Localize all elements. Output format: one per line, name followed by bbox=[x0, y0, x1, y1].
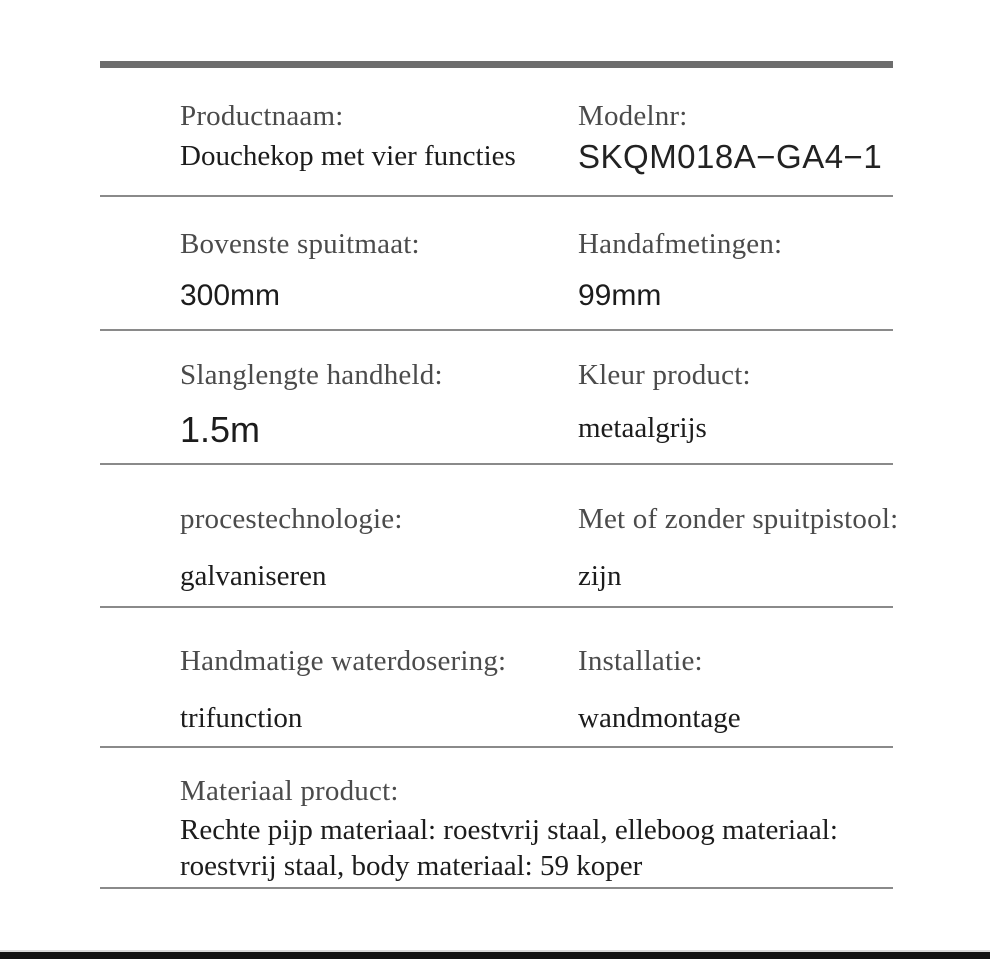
spec-value-waterdosering: trifunction bbox=[180, 702, 303, 734]
spec-value-handafmetingen: 99mm bbox=[578, 279, 662, 312]
spec-cell-bovenste-spuitmaat bbox=[100, 226, 578, 329]
spec-label-kleur-product: Kleur product: bbox=[578, 359, 751, 391]
spec-cell-materiaal bbox=[100, 773, 893, 884]
spec-value-kleur-product: metaalgrijs bbox=[578, 412, 707, 444]
spec-label-spuitpistool: Met of zonder spuitpistool: bbox=[578, 503, 899, 535]
spec-cell-modelnr bbox=[578, 98, 893, 195]
spec-sheet bbox=[100, 61, 899, 889]
spec-value-bovenste-spuitmaat: 300mm bbox=[180, 279, 281, 312]
spec-value-slanglengte: 1.5m bbox=[180, 409, 261, 450]
spec-row-productnaam-modelnr bbox=[100, 68, 893, 197]
spec-cell-waterdosering bbox=[100, 643, 578, 746]
footer-bottom-bar bbox=[0, 952, 990, 959]
spec-label-procestechnologie: procestechnologie: bbox=[180, 503, 403, 535]
spec-label-slanglengte: Slanglengte handheld: bbox=[180, 359, 443, 391]
spec-value-modelnr: SKQM018A−GA4−1 bbox=[578, 138, 883, 175]
spec-row-procestechnologie-spuitpistool bbox=[100, 465, 899, 608]
spec-cell-kleur-product bbox=[578, 357, 893, 463]
spec-cell-installatie bbox=[578, 643, 893, 746]
spec-cell-spuitpistool bbox=[578, 501, 898, 606]
spec-row-spuitmaat-handafmetingen bbox=[100, 197, 893, 331]
spec-label-bovenste-spuitmaat: Bovenste spuitmaat: bbox=[180, 228, 420, 260]
spec-label-modelnr: Modelnr: bbox=[578, 100, 688, 132]
spec-value-procestechnologie: galvaniseren bbox=[180, 560, 327, 592]
spec-label-installatie: Installatie: bbox=[578, 645, 703, 677]
spec-cell-slanglengte bbox=[100, 357, 578, 463]
spec-label-materiaal: Materiaal product: bbox=[180, 775, 399, 807]
spec-row-slanglengte-kleur bbox=[100, 331, 893, 465]
spec-cell-procestechnologie bbox=[100, 501, 578, 606]
spec-label-handafmetingen: Handafmetingen: bbox=[578, 228, 783, 260]
spec-value-installatie: wandmontage bbox=[578, 702, 741, 734]
spec-label-waterdosering: Handmatige waterdosering: bbox=[180, 645, 507, 677]
spec-cell-productnaam bbox=[100, 98, 578, 195]
spec-value-productnaam: Douchekop met vier functies bbox=[180, 140, 516, 172]
spec-value-materiaal: Rechte pijp materiaal: roestvrij staal, elleboog materiaal: roestvrij staal, body materiaal: 59 koper bbox=[180, 814, 838, 882]
spec-value-spuitpistool: zijn bbox=[578, 560, 622, 592]
spec-label-productnaam: Productnaam: bbox=[180, 100, 344, 132]
spec-row-materiaal bbox=[100, 748, 893, 889]
spec-cell-handafmetingen bbox=[578, 226, 893, 329]
top-border-bar bbox=[100, 61, 893, 68]
spec-row-waterdosering-installatie bbox=[100, 608, 893, 748]
